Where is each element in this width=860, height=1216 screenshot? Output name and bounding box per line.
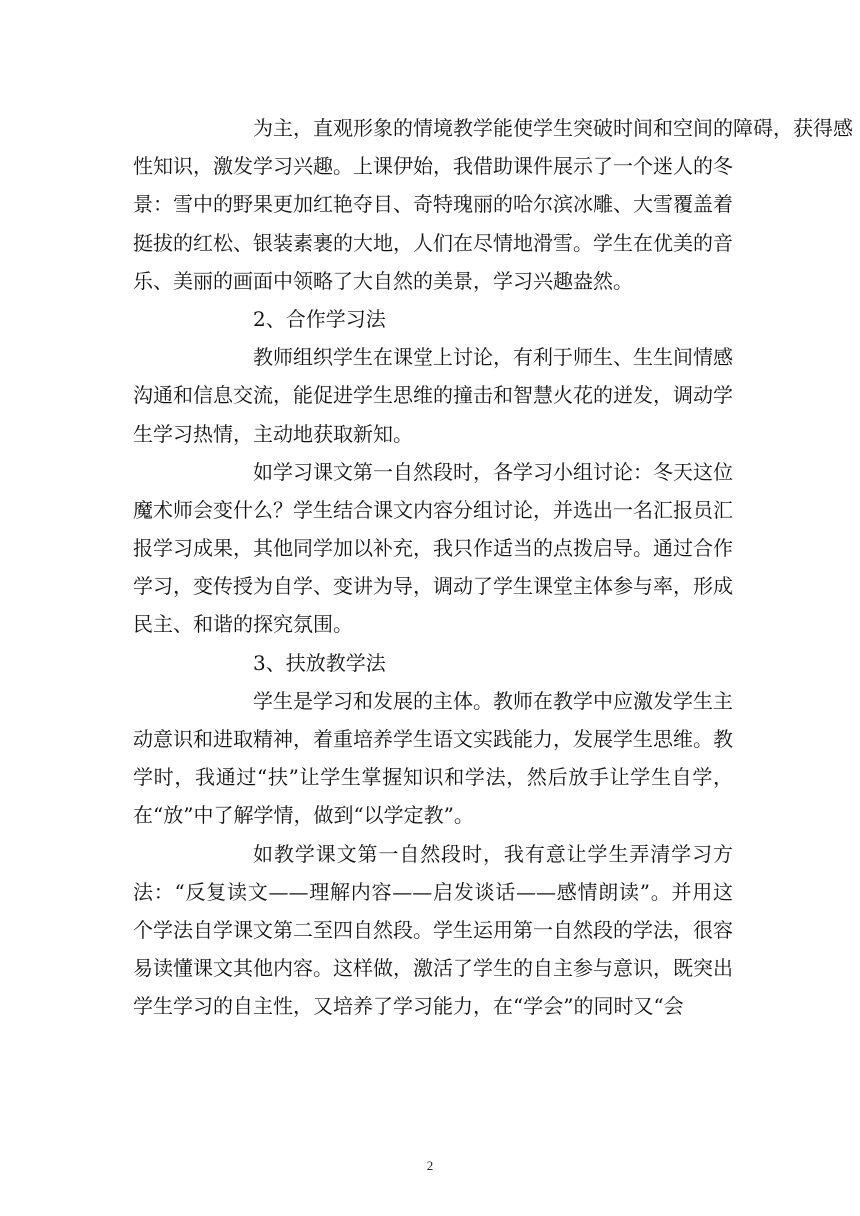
paragraph [133, 682, 733, 835]
text-line: 学生学习的自主性，又培养了学习能力，在“学会”的同时又“会 [133, 994, 684, 1019]
text-line: 沟通和信息交流，能促进学生思维的撞击和智慧火花的迸发，调动学 [133, 383, 733, 408]
text-line: 动意识和进取精神，着重培养学生语文实践能力，发展学生思维。教 [133, 727, 733, 751]
text-line: 学生是学习和发展的主体。教师在教学中应激发学生主 [253, 688, 733, 713]
paragraph [133, 338, 733, 453]
text-line: 魔术师会变什么？学生结合课文内容分组讨论，并选出一名汇报员汇 [133, 497, 733, 522]
page-number: 2 [426, 1158, 434, 1173]
paragraph [133, 109, 853, 300]
text-line: 挺拔的红松、银装素裹的大地，人们在尽情地滑雪。学生在优美的音 [133, 230, 733, 255]
text-line: 学习，变传授为自学、变讲为导，调动了学生课堂主体参与率，形成 [133, 574, 733, 599]
text-line: 学时，我通过“扶”让学生掌握知识和学法，然后放手让学生自学， [133, 765, 733, 790]
text-line: 民主、和谐的探究氛围。 [133, 612, 353, 637]
text-line: 个学法自学课文第二至四自然段。学生运用第一自然段的学法，很容 [133, 917, 733, 942]
section-heading [133, 644, 733, 682]
text-line: 性知识，激发学习兴趣。上课伊始，我借助课件展示了一个迷人的冬 [133, 154, 733, 179]
text-line: 报学习成果，其他同学加以补充，我只作适当的点拨启导。通过合作 [133, 536, 733, 561]
text-line: 乐、美丽的画面中领略了大自然的美景，学习兴趣盎然。 [133, 268, 633, 293]
text-line: 2、合作学习法 [253, 306, 386, 331]
text-line: 法：“反复读文——理解内容——启发谈话——感情朗读”。并用这 [133, 879, 733, 904]
text-line: 易读懂课文其他内容。这样做，激活了学生的自主参与意识，既突出 [133, 956, 733, 981]
text-line: 如教学课文第一自然段时，我有意让学生弄清学习方 [253, 841, 733, 866]
text-line: 如学习课文第一自然段时，各学习小组讨论：冬天这位 [253, 459, 733, 484]
section-heading [133, 300, 733, 338]
document-body [133, 109, 853, 1026]
text-line: 生学习热情，主动地获取新知。 [133, 421, 413, 446]
paragraph [133, 835, 733, 1026]
text-line: 教师组织学生在课堂上讨论，有利于师生、生生间情感 [253, 345, 733, 370]
text-line: 在“放”中了解学情，做到“以学定教”。 [133, 803, 474, 828]
text-line: 景：雪中的野果更加红艳夺目、奇特瑰丽的哈尔滨冰雕、大雪覆盖着 [133, 192, 733, 217]
paragraph [133, 453, 733, 644]
text-line: 3、扶放教学法 [253, 650, 386, 675]
text-line: 为主，直观形象的情境教学能使学生突破时间和空间的障碍，获得感 [253, 116, 853, 140]
